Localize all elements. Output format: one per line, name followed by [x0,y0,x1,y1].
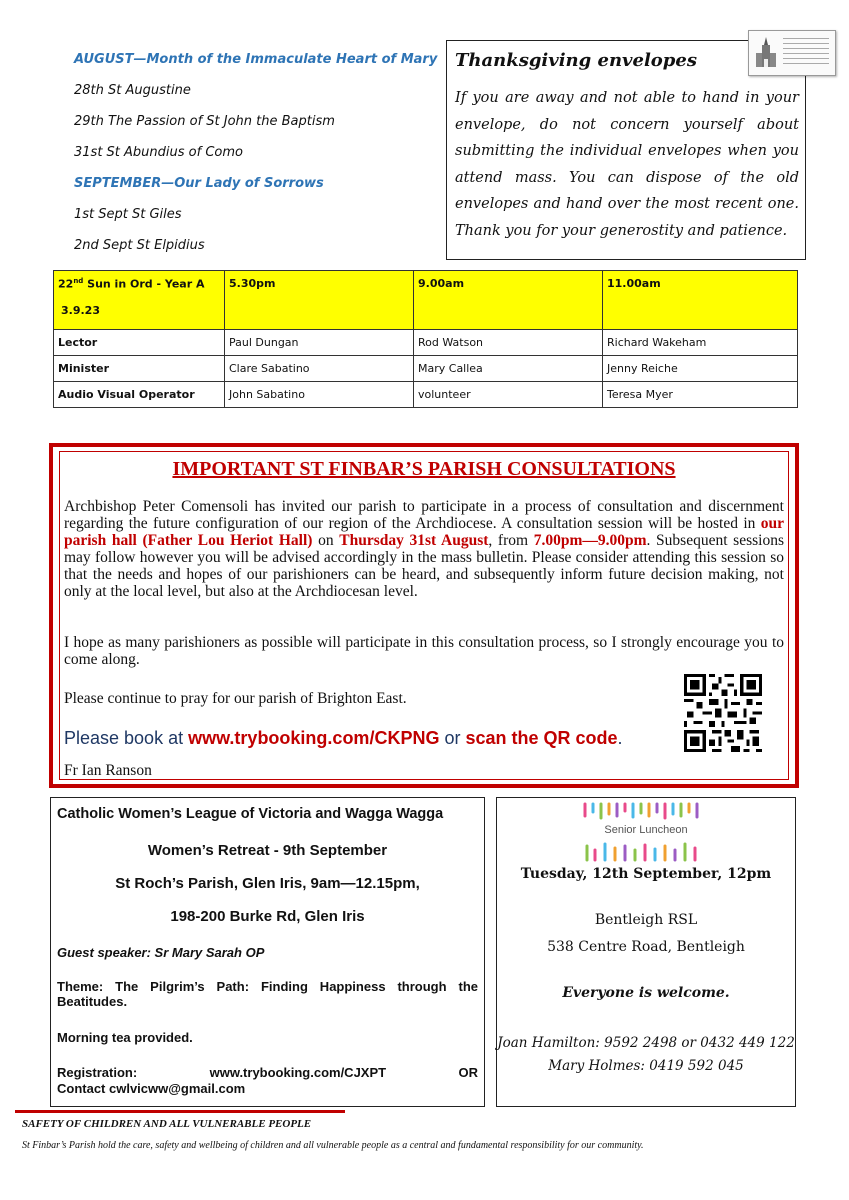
table-row [54,330,798,356]
time-text: 7.00pm—9.00pm [533,532,647,549]
roster-header-row [54,271,798,330]
signature: Fr Ian Ranson [64,762,152,779]
luncheon-address: 538 Centre Road, Bentleigh [547,939,745,955]
roster-time: 11.00am [603,271,798,330]
feast-item: 31st St Abundius of Como [74,145,243,160]
table-row [54,356,798,382]
roster-cell: Rod Watson [414,330,603,356]
envelope-image [748,30,836,76]
feast-item: 2nd Sept St Elpidius [74,238,205,253]
roster-date: 3.9.23 [61,303,100,317]
luncheon-contact: Joan Hamilton: 9592 2498 or 0432 449 122 [497,1035,795,1051]
consultation-paragraph: Please continue to pray for our parish of Brighton East. [64,690,407,707]
consultation-paragraph: I hope as many parishioners as possible will participate in this consultation process, so I strongly encourage you to come along. [64,634,784,668]
roster-cell: Richard Wakeham [603,330,798,356]
roster-role: Audio Visual Operator [54,382,225,408]
cwl-tea: Morning tea provided. [57,1030,193,1045]
roster-time: 9.00am [414,271,603,330]
booking-link[interactable]: www.trybooking.com/CKPNG [188,728,440,748]
table-row [54,382,798,408]
feast-day-list [74,50,444,267]
feast-item: 28th St Augustine [74,83,191,98]
safety-text: St Finbar’s Parish hold the care, safety and wellbeing of children and all vulnerable people as a central and fundamental responsibility for our community. [22,1140,644,1151]
footer-divider [15,1110,345,1113]
senior-luncheon-box [496,797,796,1107]
cwl-speaker: Guest speaker: Sr Mary Sarah OP [57,945,265,960]
luncheon-date: Tuesday, 12th September, 12pm [520,866,772,882]
cwl-org: Catholic Women’s League of Victoria and Wagga Wagga [57,806,444,822]
date-text: Thursday 31st August [339,532,489,549]
luncheon-contact: Mary Holmes: 0419 592 045 [548,1058,744,1074]
luncheon-venue: Bentleigh RSL [594,912,698,928]
cwl-location: St Roch’s Parish, Glen Iris, 9am—12.15pm, [115,875,420,892]
roster-cell: Teresa Myer [603,382,798,408]
cwl-event: Women’s Retreat - 9th September [147,842,388,859]
roster-cell: volunteer [414,382,603,408]
senior-luncheon-label: Senior Luncheon [604,824,688,836]
cwl-registration: Registration: www.trybooking.com/CJXPT OR [57,1065,478,1080]
thanksgiving-title: Thanksgiving envelopes [455,50,697,71]
consultation-box [49,443,799,788]
roster-sunday-cell: 22nd Sun in Ord - Year A 3.9.23 [54,271,225,330]
feast-item: 29th The Passion of St John the Baptism [74,114,335,129]
roster-cell: Clare Sabatino [225,356,414,382]
consultation-paragraph: Archbishop Peter Comensoli has invited our parish to participate in a process of consultation and discernment regarding the future configuration of our region of the Archdiocese. A consultation session will be hosted in our parish hall (Father Lou Heriot Hall) on Thursday 31st August, from 7.00pm—9.00pm. Subsequent sessions may follow however you will be advised accordingly in the mass bulletin. Please consider attending this session so that the needs and hopes of our parishioners can be heard, and subsequently inform future decision making, not only at the local level, but also at the Archdiocesan level. [64,498,784,600]
womens-retreat-box [50,797,485,1107]
roster-role: Lector [54,330,225,356]
booking-line: Please book at www.trybooking.com/CKPNG or scan the QR code. [64,728,623,748]
luncheon-welcome: Everyone is welcome. [562,985,730,1001]
roster-time: 5.30pm [225,271,414,330]
feast-item: 1st Sept St Giles [74,207,182,222]
roster-cell: Jenny Reiche [603,356,798,382]
consultation-title: IMPORTANT ST FINBAR’S PARISH CONSULTATIONS [172,458,676,480]
feast-month-heading: SEPTEMBER—Our Lady of Sorrows [74,176,324,191]
cwl-contact: Contact cwlvicww@gmail.com [57,1081,246,1096]
cwl-registration-link[interactable]: www.trybooking.com/CJXPT [209,1065,387,1080]
church-icon [753,35,779,69]
qr-code-icon[interactable] [684,674,762,752]
mass-roster-table [53,270,798,408]
feast-month-heading: AUGUST—Month of the Immaculate Heart of Mary [74,52,438,67]
thanksgiving-body: If you are away and not able to hand in your envelope, do not concern yourself about submitting the individual envelopes when you attend mass. You can dispose of the old envelopes and hand over the most recent one. Thank you for your generostity and patience. [455,90,799,239]
roster-cell: Mary Callea [414,356,603,382]
roster-role: Minister [54,356,225,382]
cwl-theme: Theme: The Pilgrim’s Path: Finding Happiness through the Beatitudes. [57,979,478,1009]
roster-cell: Paul Dungan [225,330,414,356]
venue-text: our parish hall (Father Lou Heriot Hall) [64,515,784,549]
cwl-address: 198-200 Burke Rd, Glen Iris [170,908,365,925]
roster-cell: John Sabatino [225,382,414,408]
safety-title: SAFETY OF CHILDREN AND ALL VULNERABLE PEOPLE [22,1118,312,1130]
